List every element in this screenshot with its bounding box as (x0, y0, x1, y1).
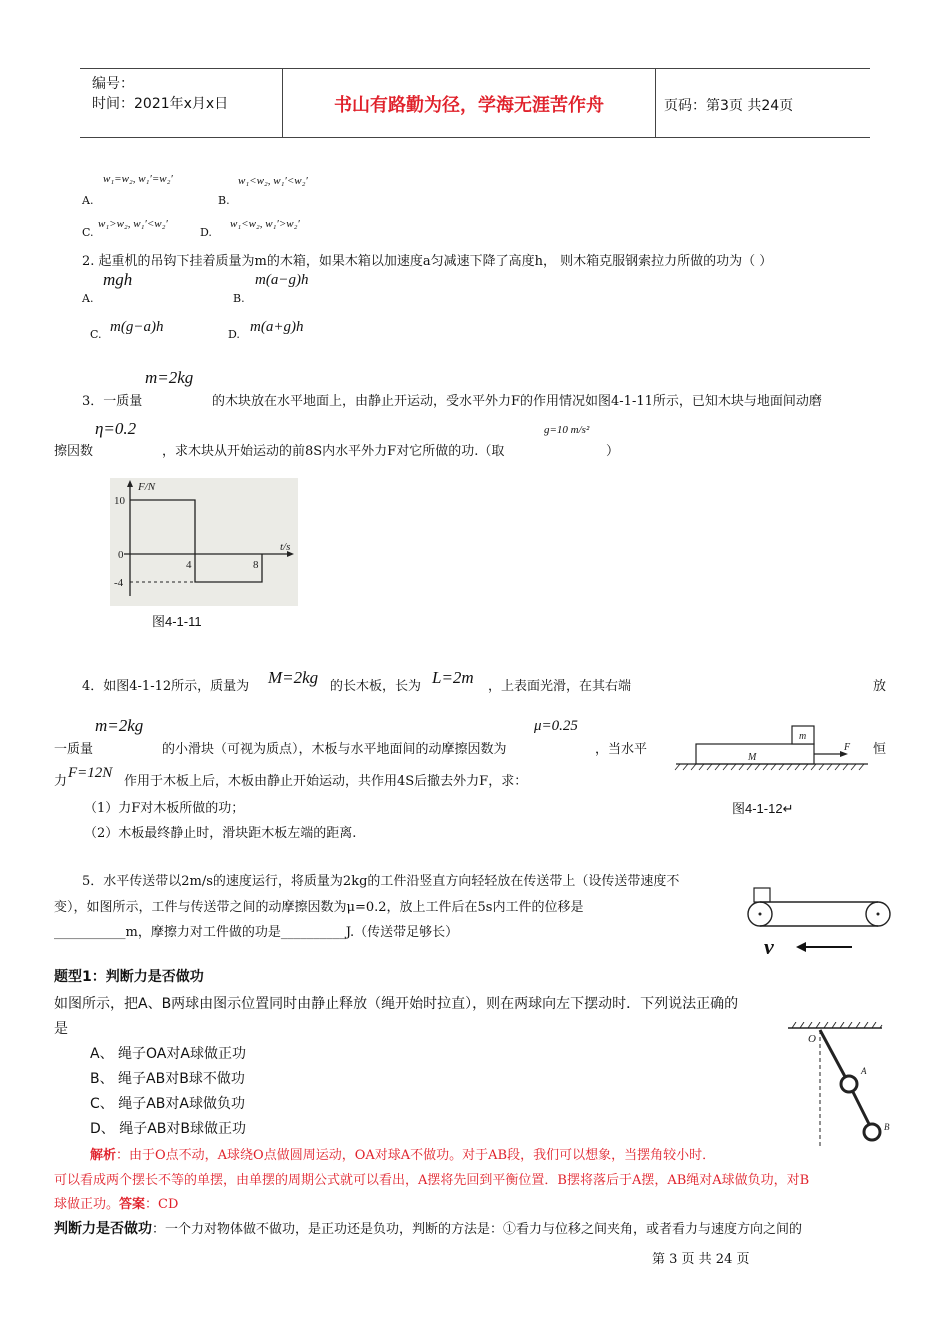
fig-tick-y-neg4: -4 (114, 577, 124, 589)
q4-text-1-tail: 放 (873, 679, 887, 694)
fig-tick-y-0: 0 (118, 549, 124, 561)
q2-option-a-letter: A. (82, 292, 94, 305)
q4-text-2-post: ，当水平 (595, 742, 648, 757)
page-header (80, 68, 870, 138)
serial-label: 编号： (92, 76, 134, 92)
header-left-cell (80, 69, 283, 137)
q2-option-d-formula: m(a+g)h (250, 319, 304, 335)
pendulum-label-B: B (884, 1122, 890, 1132)
q4-text-1-post: ，上表面光滑，在其右端 (488, 679, 632, 694)
q4-text-2-tail: 恒 (873, 742, 887, 757)
q5-line-3: ___________m，摩擦力对工件做的功是__________J.（传送带足够长） (54, 925, 459, 940)
topic-1-stem-line-2: 是 (54, 1021, 68, 1037)
figure-4-1-12 (672, 722, 872, 774)
fig-x-axis-label: t/s (280, 541, 291, 553)
q3-text-1-post: 的木块放在水平地面上，由静止开运动，受水平外力F的作用情况如图4-1-11所示，已知木块与地面间动磨 (212, 394, 822, 409)
q5-line-1: 5．水平传送带以2m/s的速度运行，将质量为2kg的工件沿竖直方向轻轻放在传送带上（设传送带速度不 (82, 874, 680, 889)
q4-text-3-pre: 力 (54, 774, 68, 789)
q1-option-d-letter: D. (200, 226, 212, 239)
q3-g-formula: g=10 m/s² (544, 424, 590, 436)
q4-sub-question-2: （2）木板最终静止时，滑块距木板左端的距离. (84, 826, 357, 841)
fig-y-axis-label: F/N (138, 481, 156, 493)
pendulum-figure (782, 1022, 894, 1150)
topic-1-stem-line-1: 如图所示，把A、B两球由图示位置同时由静止释放（绳开始时拉直），则在两球向左下摆动时．下列说法正确的 (54, 996, 739, 1012)
q1-option-c-letter: C. (82, 226, 94, 239)
q2-option-d-letter: D. (228, 328, 240, 341)
topic-1-option-c: C、 绳子AB对A球做负功 (90, 1096, 245, 1112)
q1-option-b-formula: w₁<w₂, w₁′<w₂′ (238, 175, 308, 187)
q4-text-2-mid: 的小滑块（可视为质点），木板与水平地面间的动摩擦因数为 (162, 742, 507, 757)
page-label: 页码：第3页 共24页 (664, 98, 794, 114)
fig-label-m: m (799, 731, 807, 742)
q2-option-b-letter: B. (233, 292, 245, 305)
fig-tick-x-8: 8 (253, 559, 259, 571)
q4-text-3-post: 作用于木板上后，木板由静止开始运动，共作用4S后撤去外力F，求： (124, 774, 528, 789)
q3-text-2-mid: ，求木块从开始运动的前8S内水平外力F对它所做的功.（取 (162, 444, 505, 459)
topic-1-option-d: D、 绳子AB对B球做正功 (90, 1121, 247, 1137)
judge-title: 判断力是否做功 (54, 1221, 152, 1237)
q4-M-formula: M=2kg (268, 668, 319, 687)
fig-label-M: M (748, 752, 757, 763)
analysis-label: 解析 (90, 1148, 117, 1163)
fig-tick-x-4: 4 (186, 559, 192, 571)
q3-mass-formula: m=2kg (145, 368, 194, 387)
figure-4-1-11-caption: 图4-1-11 (152, 614, 202, 629)
fig-tick-y-10: 10 (114, 495, 125, 507)
q3-text-2-pre: 擦因数 (54, 444, 94, 459)
topic-1-option-b: B、 绳子AB对B球不做功 (90, 1071, 245, 1087)
q2-option-c-formula: m(g−a)h (110, 319, 164, 335)
topic-1-option-a: A、 绳子OA对A球做正功 (90, 1046, 246, 1062)
q2-option-b-formula: m(a−g)h (255, 272, 309, 288)
q4-L-formula: L=2m (432, 668, 474, 687)
q4-text-1-pre: 4．如图4-1-12所示，质量为 (82, 679, 250, 694)
q3-eta-formula: η=0.2 (95, 419, 137, 438)
header-center-cell (283, 69, 656, 137)
figure-4-1-12-caption: 图4-1-12↵ (732, 801, 794, 816)
answer-label: 答案 (119, 1197, 146, 1212)
pendulum-label-A: A (861, 1066, 867, 1076)
page-footer: 第 3 页 共 24 页 (652, 1252, 750, 1267)
analysis-text-1: ：由于O点不动，A球绕O点做圆周运动，OA对球A不做功。对于AB段，我们可以想象，当摆角较小时． (116, 1148, 716, 1163)
figure-4-1-11 (110, 478, 298, 606)
pendulum-label-O: O (808, 1033, 816, 1045)
q4-text-1-mid: 的长木板，长为 (330, 679, 422, 694)
judge-line (54, 1218, 802, 1238)
q3-text-2-post: ） (606, 444, 620, 459)
fig-label-F: F (844, 742, 851, 753)
q5-line-2: 变），如图所示，工件与传送带之间的动摩擦因数为μ=0.2，放上工件后在5s内工件的位移是 (54, 900, 584, 915)
judge-text: ：一个力对物体做不做功，是正功还是负功，判断的方法是：①看力与位移之间夹角，或者看力与速度方向之间的 (152, 1222, 803, 1237)
analysis-line-3 (54, 1193, 178, 1212)
analysis-text-3: 球做正功。 (54, 1197, 120, 1212)
analysis-line-2: 可以看成两个摆长不等的单摆，由单摆的周期公式就可以看出，A摆将先回到平衡位置．B摆将落后于A摆，AB绳对A球做负功，对B (54, 1173, 810, 1188)
analysis-line-1 (90, 1144, 715, 1163)
q4-sub-question-1: （1）力F对木板所做的功； (84, 801, 245, 816)
q4-text-2-pre: 一质量 (54, 742, 94, 757)
q3-text-1-pre: 3．一质量 (82, 394, 143, 409)
q1-option-a-letter: A. (82, 194, 94, 207)
q2-stem: 2. 起重机的吊钩下挂着质量为m的木箱，如果木箱以加速度a匀减速下降了高度h， 则木箱克服钢索拉力所做的功为（ ） (82, 254, 773, 269)
q4-F-formula: F=12N (68, 765, 113, 781)
velocity-label: v (764, 934, 774, 959)
q1-option-b-letter: B. (218, 194, 230, 207)
time-label: 时间：2021年x月x日 (92, 96, 229, 112)
q4-m-formula: m=2kg (95, 716, 144, 735)
q1-option-d-formula: w₁<w₂, w₁′>w₂′ (230, 218, 300, 230)
q1-option-c-formula: w₁>w₂, w₁′<w₂′ (98, 218, 168, 230)
q1-option-a-formula: w₁=w₂, w₁′=w₂′ (103, 173, 173, 185)
q2-option-c-letter: C. (90, 328, 102, 341)
q4-mu-formula: μ=0.25 (534, 718, 578, 734)
q2-option-a-formula: mgh (103, 270, 133, 289)
answer-text: ：CD (145, 1197, 179, 1212)
header-right-cell (656, 69, 870, 137)
topic-1-title: 题型1：判断力是否做功 (54, 969, 204, 985)
conveyor-belt-figure (740, 884, 900, 962)
motto: 书山有路勤为径，学海无涯苦作舟 (334, 95, 604, 116)
